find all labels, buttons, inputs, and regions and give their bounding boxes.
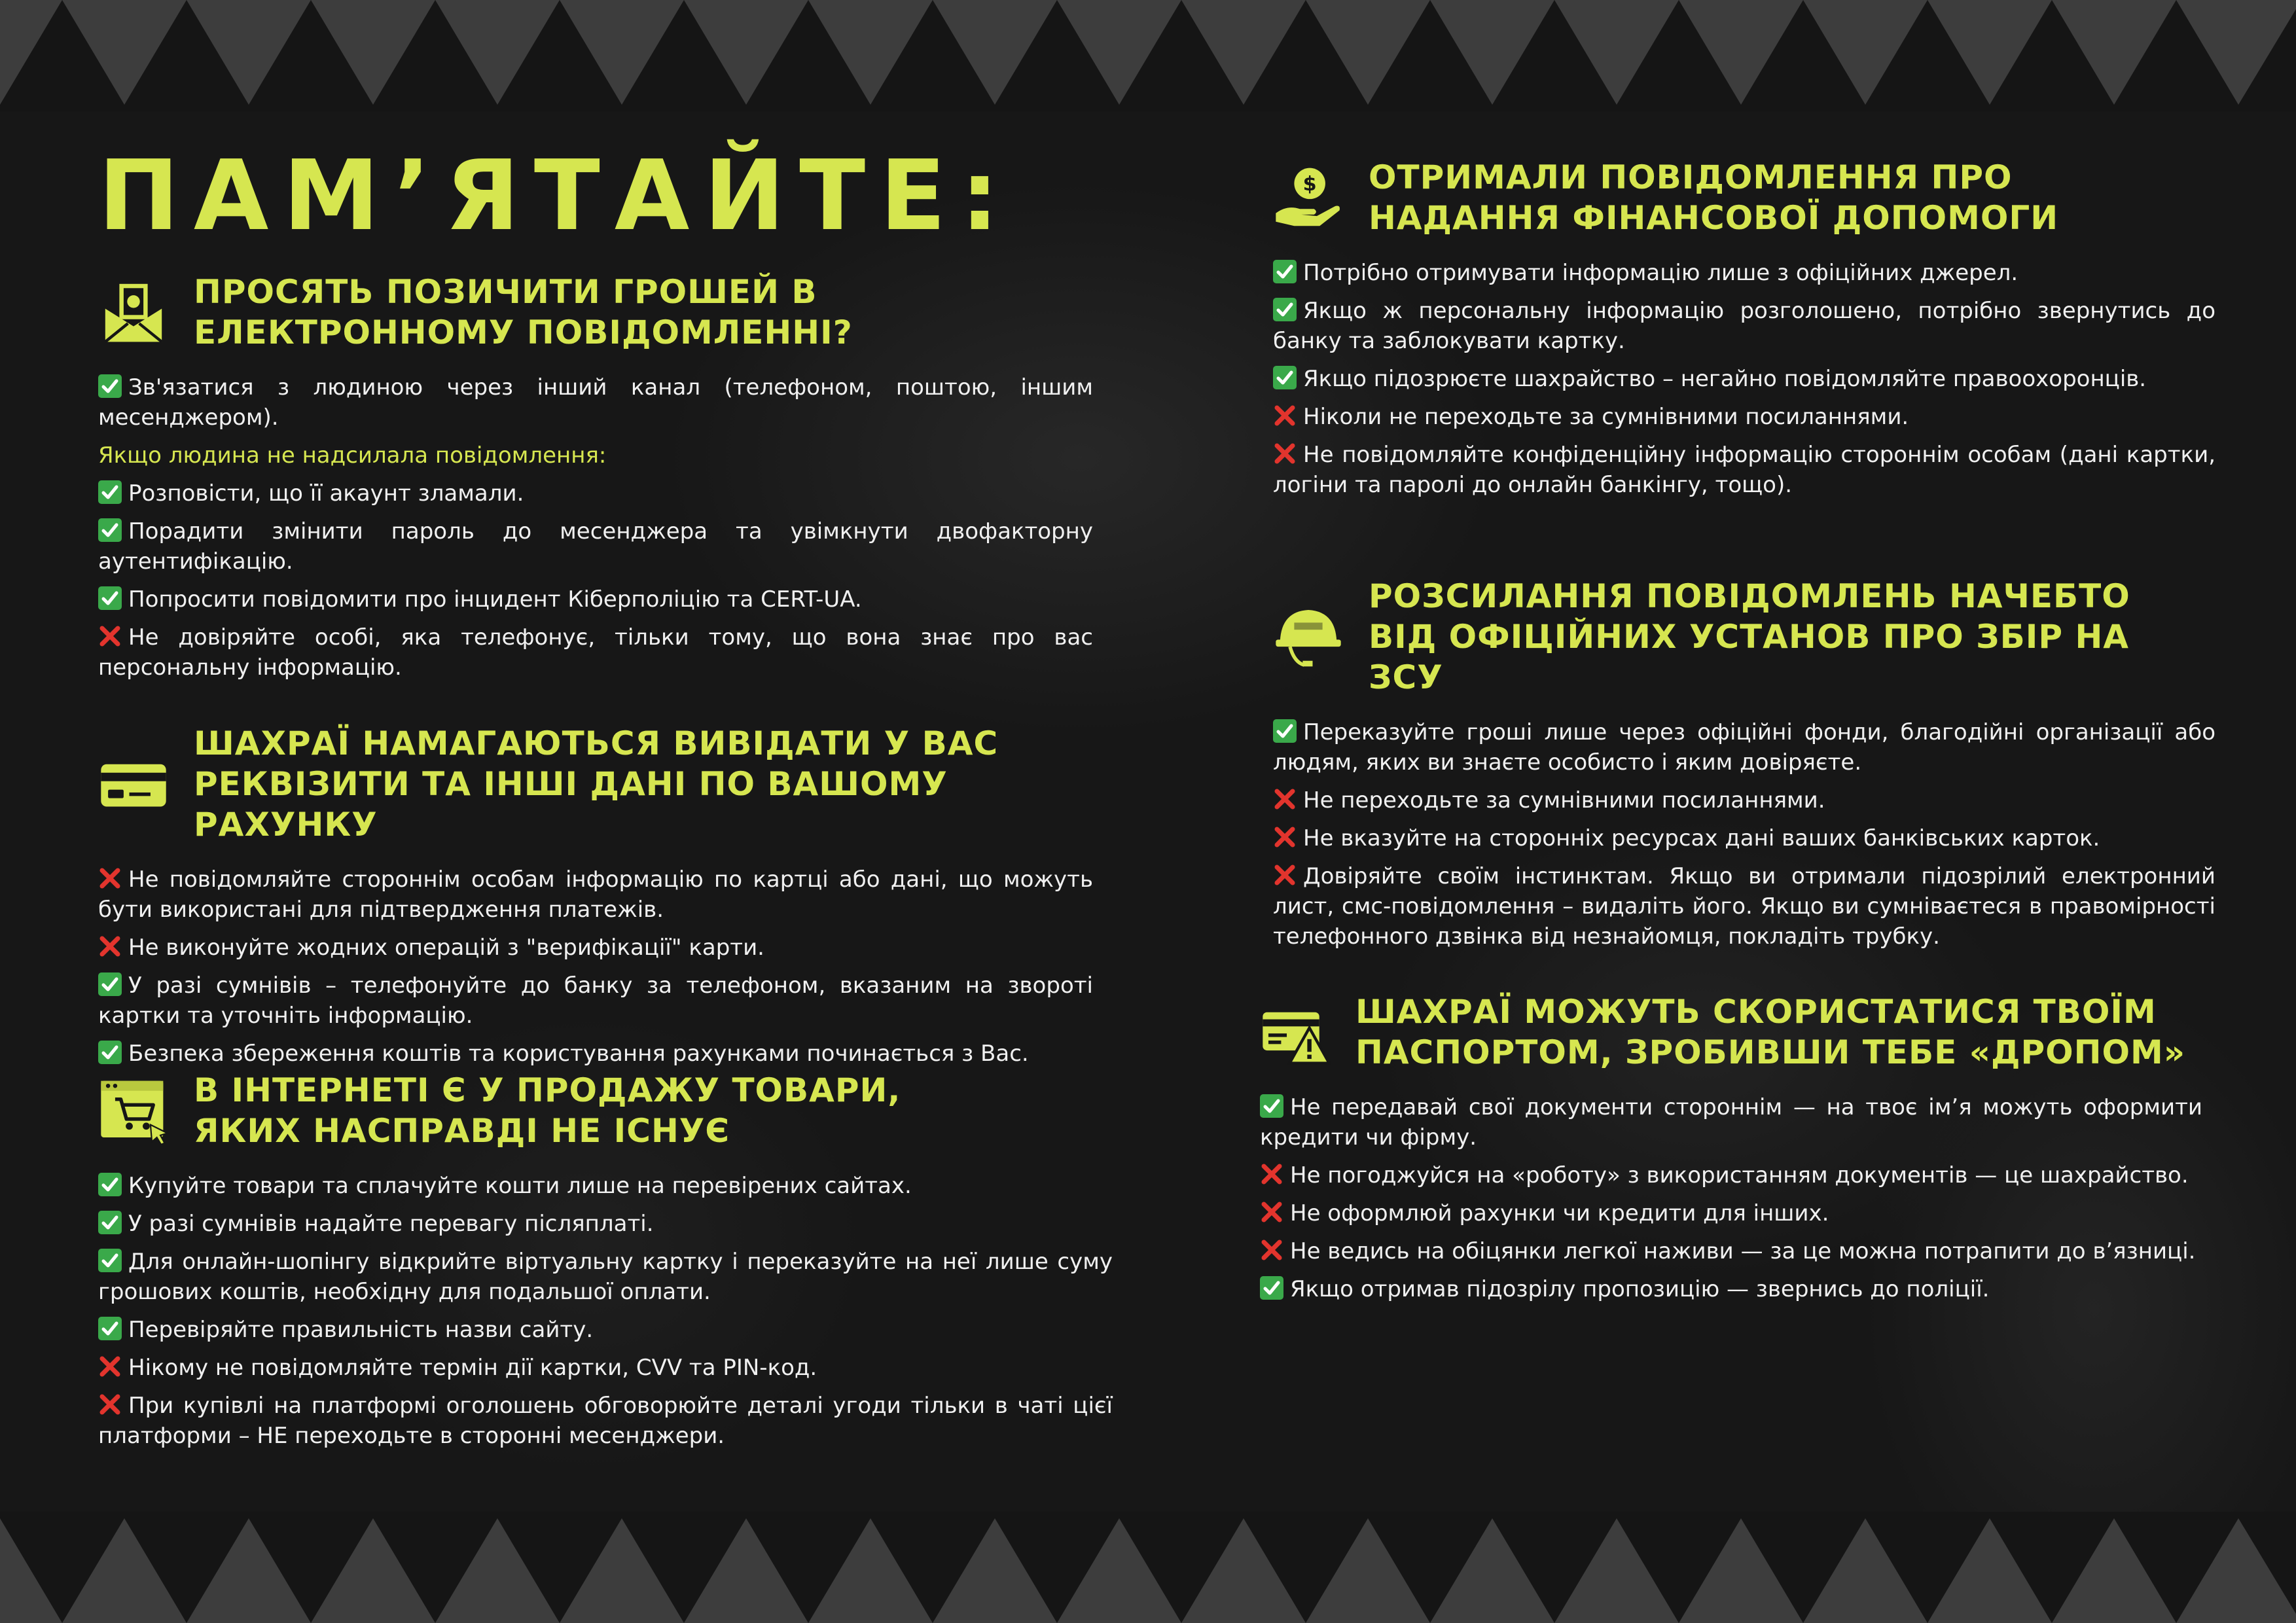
bottom-zigzag-border bbox=[0, 1512, 2296, 1623]
do-item bbox=[98, 478, 1093, 508]
item-text: Нікому не повідомляйте термін дії картки, CVV та PIN-код. bbox=[128, 1355, 817, 1381]
do-item bbox=[1273, 364, 2215, 394]
item-list bbox=[1273, 258, 2215, 500]
dont-item bbox=[98, 1353, 1113, 1383]
dont-item bbox=[98, 622, 1093, 683]
check-mark-icon bbox=[1273, 260, 1297, 283]
note-text: Якщо людина не надсилала повідомлення: bbox=[98, 442, 607, 469]
section-title: ОТРИМАЛИ ПОВІДОМЛЕННЯ ПРО НАДАННЯ ФІНАНСОВОЇ ДОПОМОГИ bbox=[1369, 158, 2059, 237]
top-zigzag-border bbox=[0, 0, 2296, 111]
check-mark-icon bbox=[1273, 366, 1297, 389]
check-mark-icon bbox=[98, 518, 122, 542]
dont-item bbox=[98, 933, 1093, 963]
item-text: Не повідомляйте стороннім особам інформацію по картці або дані, що можуть бути використані для підтвердження платежів. bbox=[98, 866, 1093, 923]
dont-item bbox=[1260, 1236, 2202, 1266]
do-item bbox=[98, 1171, 1113, 1201]
item-text: Не ведись на обіцянки легкої наживи — за це можна потрапити до в’язниці. bbox=[1290, 1238, 2196, 1264]
section-title: ПРОСЯТЬ ПОЗИЧИТИ ГРОШЕЙ В ЕЛЕКТРОННОМУ ПОВІДОМЛЕННІ? bbox=[194, 273, 853, 351]
item-text: У разі сумнівів – телефонуйте до банку за телефоном, вказаним на звороті картки та уточніть інформацію. bbox=[98, 972, 1093, 1029]
do-item bbox=[1260, 1092, 2202, 1152]
cross-mark-icon bbox=[98, 624, 122, 648]
dont-item bbox=[1273, 402, 2215, 432]
cross-mark-icon bbox=[1260, 1162, 1283, 1186]
check-mark-icon bbox=[98, 1211, 122, 1234]
cross-mark-icon bbox=[1273, 404, 1297, 427]
check-mark-icon bbox=[1273, 298, 1297, 321]
check-mark-icon bbox=[1273, 719, 1297, 743]
section-financial-aid bbox=[1273, 157, 2215, 508]
cross-mark-icon bbox=[1273, 863, 1297, 887]
check-mark-icon bbox=[98, 972, 122, 996]
svg-text:$: $ bbox=[1302, 173, 1317, 196]
credit-card-icon bbox=[98, 749, 169, 819]
item-text: Зв'язатися з людиною через інший канал (телефоном, поштою, іншим месенджером). bbox=[98, 374, 1093, 431]
item-text: Якщо підозрюєте шахрайство – негайно повідомляйте правоохоронців. bbox=[1303, 366, 2147, 392]
do-item bbox=[98, 516, 1093, 577]
item-text: Для онлайн-шопінгу відкрийте віртуальну картку і переказуйте на неї лише суму грошових коштів, необхідну для подальшої оплати. bbox=[98, 1249, 1113, 1305]
check-mark-icon bbox=[1260, 1094, 1283, 1118]
cross-mark-icon bbox=[98, 866, 122, 890]
do-item bbox=[98, 1039, 1093, 1069]
cross-mark-icon bbox=[1273, 787, 1297, 811]
item-list bbox=[1260, 1092, 2202, 1304]
item-text: Не переходьте за сумнівними посиланнями. bbox=[1303, 787, 1825, 813]
check-mark-icon bbox=[98, 1249, 122, 1272]
check-mark-icon bbox=[98, 586, 122, 610]
hand-coin-icon bbox=[1273, 162, 1344, 233]
dont-item bbox=[1260, 1198, 2202, 1228]
dont-item bbox=[98, 1391, 1113, 1451]
do-item bbox=[98, 1315, 1113, 1345]
do-item bbox=[1273, 258, 2215, 288]
item-text: Не оформлюй рахунки чи кредити для інших. bbox=[1290, 1200, 1829, 1226]
dont-item bbox=[1273, 861, 2215, 952]
item-text: Якщо ж персональну інформацію розголошено, потрібно звернутись до банку та заблокувати картку. bbox=[1273, 298, 2215, 354]
item-text: Перевіряйте правильність назви сайту. bbox=[128, 1317, 594, 1343]
dont-item bbox=[1260, 1160, 2202, 1190]
item-text: Розповісти, що її акаунт зламали. bbox=[128, 480, 524, 507]
cross-mark-icon bbox=[1260, 1200, 1283, 1224]
section-title: ШАХРАЇ МОЖУТЬ СКОРИСТАТИСЯ ТВОЇМ ПАСПОРТОМ, ЗРОБИВШИ ТЕБЕ «ДРОПОМ» bbox=[1355, 993, 2186, 1071]
page-title: ПАМ’ЯТАЙТЕ: bbox=[98, 139, 1014, 252]
item-text: Не погоджуйся на «роботу» з використанням документів — це шахрайство. bbox=[1290, 1162, 2189, 1188]
do-item bbox=[98, 584, 1093, 615]
section-loan-request bbox=[98, 272, 1093, 690]
do-item bbox=[1273, 717, 2215, 777]
section-title: В ІНТЕРНЕТІ Є У ПРОДАЖУ ТОВАРИ, ЯКИХ НАСПРАВДІ НЕ ІСНУЄ bbox=[194, 1071, 901, 1150]
dont-item bbox=[1273, 823, 2215, 853]
cross-mark-icon bbox=[98, 1355, 122, 1378]
envelope-money-icon bbox=[98, 277, 169, 348]
check-mark-icon bbox=[98, 1041, 122, 1064]
item-text: Переказуйте гроші лише через офіційні фонди, благодійні організації або людям, яких ви знаєте особисто і яким довіряєте. bbox=[1273, 719, 2215, 776]
item-text: Не повідомляйте конфіденційну інформацію стороннім особам (дані картки, логіни та паролі до онлайн банкінгу, тощо). bbox=[1273, 442, 2215, 498]
dont-item bbox=[98, 865, 1093, 925]
check-mark-icon bbox=[98, 480, 122, 504]
item-text: Порадити змінити пароль до месенджера та увімкнути двофакторну аутентифікацію. bbox=[98, 518, 1093, 575]
item-list bbox=[98, 372, 1093, 683]
cross-mark-icon bbox=[1273, 442, 1297, 465]
item-text: Безпека збереження коштів та користування рахунками починається з Вас. bbox=[128, 1041, 1029, 1067]
item-text: Не вказуйте на сторонніх ресурсах дані ваших банківських карток. bbox=[1303, 825, 2100, 851]
item-list bbox=[1273, 717, 2215, 952]
check-mark-icon bbox=[98, 1173, 122, 1196]
section-drop-passport bbox=[1260, 991, 2202, 1312]
item-text: Ніколи не переходьте за сумнівними посиланнями. bbox=[1303, 404, 1909, 430]
cross-mark-icon bbox=[1260, 1238, 1283, 1262]
item-text: У разі сумнівів надайте перевагу післяплаті. bbox=[128, 1211, 654, 1237]
item-text: Не виконуйте жодних операцій з "верифікації" карти. bbox=[128, 935, 764, 961]
do-item bbox=[98, 1247, 1113, 1307]
online-shop-icon bbox=[98, 1075, 169, 1146]
item-text: Не довіряйте особі, яка телефонує, тільки тому, що вона знає про вас персональну інформацію. bbox=[98, 624, 1093, 681]
section-title: ШАХРАЇ НАМАГАЮТЬСЯ ВИВІДАТИ У ВАС РЕКВІЗИТИ ТА ІНШІ ДАНІ ПО ВАШОМУ РАХУНКУ bbox=[194, 724, 999, 844]
item-text: Довіряйте своїм інстинктам. Якщо ви отримали підозрілий електронний лист, смс-повідомлення – видаліть його. Якщо ви сумніваєтеся в правомірності телефонного дзвінка від незнайомця, покладіть трубку. bbox=[1273, 863, 2215, 950]
item-text: Купуйте товари та сплачуйте кошти лише на перевірених сайтах. bbox=[128, 1173, 912, 1199]
do-item bbox=[98, 1209, 1113, 1239]
do-item bbox=[98, 971, 1093, 1031]
item-text: Попросити повідомити про інцидент Кіберполіцію та CERT-UA. bbox=[128, 586, 862, 613]
military-helmet-icon bbox=[1273, 601, 1344, 672]
dont-item bbox=[1273, 440, 2215, 500]
check-mark-icon bbox=[1260, 1276, 1283, 1300]
item-text: Якщо отримав підозрілу пропозицію — звернись до поліції. bbox=[1290, 1276, 1990, 1302]
do-item bbox=[1260, 1274, 2202, 1304]
cross-mark-icon bbox=[98, 935, 122, 958]
cross-mark-icon bbox=[98, 1393, 122, 1416]
item-text: При купівлі на платформі оголошень обговорюйте деталі угоди тільки в чаті цієї платформи – НЕ переходьте в сторонні месенджери. bbox=[98, 1393, 1113, 1449]
check-mark-icon bbox=[98, 374, 122, 398]
cross-mark-icon bbox=[1273, 825, 1297, 849]
item-text: Потрібно отримувати інформацію лише з офіційних джерел. bbox=[1303, 260, 2018, 286]
dont-item bbox=[1273, 785, 2215, 815]
section-army-fundraising bbox=[1273, 576, 2215, 959]
check-mark-icon bbox=[98, 1317, 122, 1340]
section-bank-details bbox=[98, 723, 1093, 1077]
card-warning-icon bbox=[1260, 997, 1331, 1067]
item-list bbox=[98, 1171, 1113, 1451]
do-item bbox=[98, 372, 1093, 433]
item-text: Не передавай свої документи стороннім — на твоє ім’я можуть оформити кредити чи фірму. bbox=[1260, 1094, 2202, 1150]
do-item bbox=[1273, 296, 2215, 356]
section-fake-goods bbox=[98, 1070, 1113, 1459]
section-title: РОЗСИЛАННЯ ПОВІДОМЛЕНЬ НАЧЕБТО ВІД ОФІЦІЙНИХ УСТАНОВ ПРО ЗБІР НА ЗСУ bbox=[1369, 577, 2130, 696]
item-list bbox=[98, 865, 1093, 1069]
